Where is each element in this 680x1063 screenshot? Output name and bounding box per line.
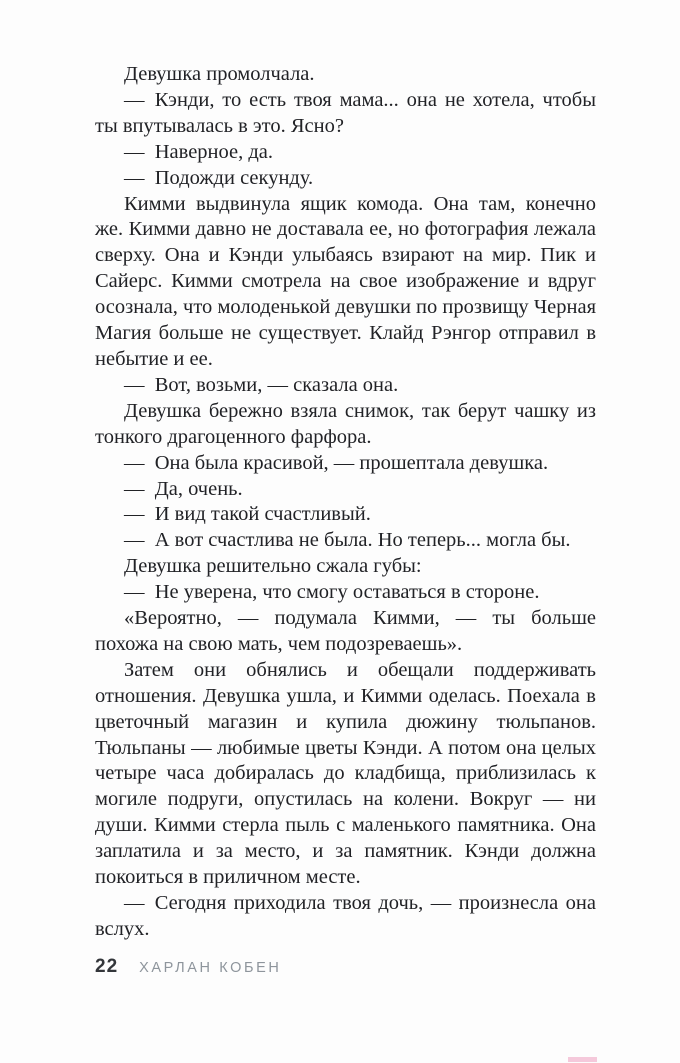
paragraph: — Кэнди, то есть твоя мама... она не хотела, чтобы ты впутывалась в это. Ясно? (95, 88, 596, 137)
page-footer (95, 956, 281, 978)
paragraph: — Она была красивой, — прошептала девушка. (124, 451, 549, 474)
running-title-author: ХАРЛАН КОБЕН (139, 960, 282, 976)
paragraph: — Не уверена, что смогу оставаться в стороне. (124, 581, 540, 604)
paragraph: — Вот, возьми, — сказала она. (124, 373, 399, 396)
paragraph: — Сегодня приходила твоя дочь, — произнесла она вслух. (95, 892, 596, 940)
paragraph: «Вероятно, — подумала Кимми, — ты больше похожа на свою мать, чем подозреваешь». (95, 607, 596, 655)
paragraph: — И вид такой счастливый. (124, 503, 371, 526)
page-number: 22 (95, 956, 119, 977)
paragraph: — Наверное, да. (124, 140, 274, 163)
paragraph: — А вот счастлива не была. Но теперь... могла бы. (124, 529, 571, 552)
paragraph: — Подожди секунду. (124, 166, 314, 189)
paragraph: Девушка промолчала. (124, 63, 315, 85)
paragraph: Кимми выдвинула ящик комода. Она там, конечно же. Кимми давно не доставала ее, но фотография лежала сверху. Она и Кэнди улыбаясь взирают на мир. Пик и Сайерс. Кимми смотрела на свое изображение и вдруг осознала, что молоденькой девушки по прозвищу Черная Магия больше не существует. Клайд Рэнгор отправил в небытие и ее. (95, 192, 596, 370)
pink-indicator-bar (568, 1057, 597, 1062)
paragraph: Затем они обнялись и обещали поддерживать отношения. Девушка ушла, и Кимми оделась. Поехала в цветочный магазин и купила дюжину тюльпанов. Тюльпаны — любимые цветы Кэнди. А потом она целых четыре часа добиралась до кладбища, приблизилась к могиле подруги, опустилась на колени. Вокруг — ни души. Кимми стерла пыль с маленького памятника. Она заплатила и за место, и за памятник. Кэнди должна покоиться в приличном месте. (95, 658, 596, 889)
text-column (95, 62, 596, 943)
paragraph: Девушка бережно взяла снимок, так берут чашку из тонкого драгоценного фарфора. (95, 399, 596, 448)
paragraph: — Да, очень. (124, 477, 243, 500)
paragraph: Девушка решительно сжала губы: (124, 555, 422, 578)
